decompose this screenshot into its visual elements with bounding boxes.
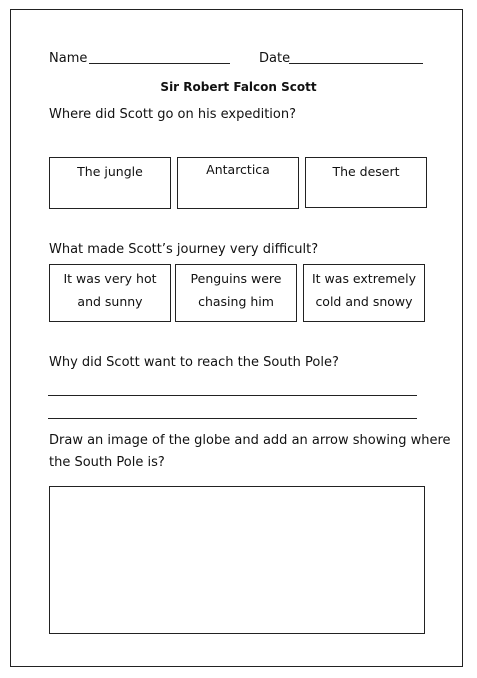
name-field[interactable] [89,63,230,64]
option-label-line-1: It was very hot [63,271,157,286]
q2-option-penguins[interactable] [175,264,297,322]
question-4-text-line-2: the South Pole is? [49,455,165,470]
option-label-line-2: cold and snowy [315,294,413,309]
date-label: Date [259,51,291,66]
question-2-text: What made Scott’s journey very difficult? [49,242,319,257]
q1-option-desert[interactable] [305,157,427,208]
option-label: The desert [332,164,400,179]
option-label-line-2: and sunny [77,294,143,309]
option-label: Antarctica [206,162,270,177]
q2-option-cold-snowy[interactable] [303,264,425,322]
question-1-text: Where did Scott go on his expedition? [49,107,297,122]
option-label-line-1: Penguins were [190,271,282,286]
question-4-text-line-1: Draw an image of the globe and add an arrow showing where [49,433,451,448]
q2-option-hot-sunny[interactable] [49,264,171,322]
q1-option-jungle[interactable] [49,157,171,209]
name-label: Name [49,51,88,66]
option-label-line-2: chasing him [198,294,274,309]
option-label: The jungle [77,164,143,179]
question-3-text: Why did Scott want to reach the South Pole? [49,355,339,370]
drawing-area[interactable] [49,486,425,634]
answer-line-1[interactable] [48,395,417,396]
q1-option-antarctica[interactable] [177,157,299,209]
worksheet-title: Sir Robert Falcon Scott [160,80,317,94]
option-label-line-1: It was extremely [312,271,416,286]
answer-line-2[interactable] [48,418,417,419]
date-field[interactable] [289,63,423,64]
